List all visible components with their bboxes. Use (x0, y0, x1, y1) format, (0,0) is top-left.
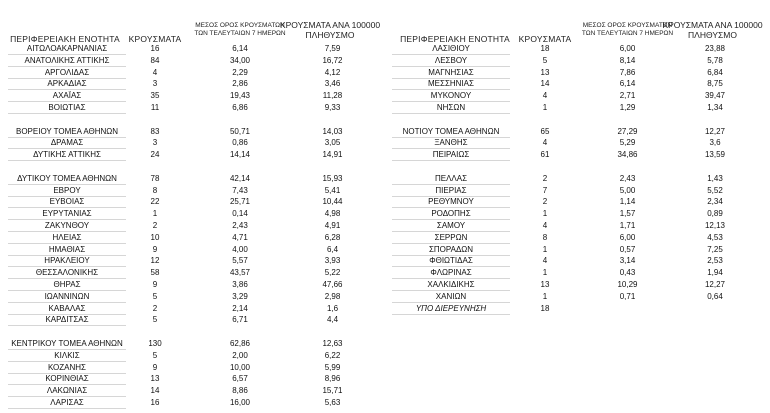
avg-cell: 0,14 (232, 209, 248, 219)
per100k-cell: 6,84 (707, 67, 723, 77)
region-cell: ΣΑΜΟΥ (392, 221, 510, 232)
region-cell: ΡΟΔΟΠΗΣ (392, 209, 510, 220)
right-per100k-header: ΚΡΟΥΣΜΑΤΑ ΑΝΑ 100000 ΠΛΗΘΥΣΜΟ (662, 20, 763, 40)
avg-cell: 5,57 (232, 256, 248, 266)
region-cell: ΖΑΚΥΝΘΟΥ (8, 221, 126, 232)
per100k-cell: 1,43 (707, 173, 723, 183)
right-cases-header: ΚΡΟΥΣΜΑΤΑ (518, 34, 572, 44)
right-avg-header: ΜΕΣΟΣ ΟΡΟΣ ΚΡΟΥΣΜΑΤΩΝ ΤΩΝ ΤΕΛΕΥΤΑΙΩΝ 7 ΗΜΕΡΩΝ (581, 22, 674, 37)
region-cell: ΒΟΙΩΤΙΑΣ (8, 103, 126, 114)
per100k-cell: 12,13 (704, 221, 726, 230)
right-region-header: ΠΕΡΙΦΕΡΕΙΑΚΗ ΕΝΟΤΗΤΑ (400, 34, 510, 44)
cases-cell: 4 (542, 138, 548, 148)
region-cell: ΧΑΝΙΩΝ (392, 292, 510, 303)
region-cell: ΦΛΩΡΙΝΑΣ (392, 268, 510, 279)
region-cell: ΝΗΣΩΝ (392, 103, 510, 114)
per100k-cell: 16,72 (322, 55, 343, 65)
avg-cell: 19,43 (229, 91, 251, 101)
region-cell: ΣΠΟΡΑΔΩΝ (392, 245, 510, 256)
per100k-cell: 4,4 (326, 315, 339, 325)
region-cell: ΞΑΝΘΗΣ (392, 138, 510, 149)
per100k-cell: 4,53 (707, 232, 723, 242)
cases-cell: 4 (542, 256, 548, 266)
cases-cell: 1 (542, 103, 548, 112)
per100k-cell: 0,64 (707, 291, 723, 301)
avg-cell: 8,14 (619, 55, 636, 65)
avg-cell: 2,43 (232, 221, 248, 230)
cases-cell: 130 (148, 339, 162, 348)
cases-cell: 1 (542, 268, 548, 278)
per100k-cell: 39,47 (704, 91, 726, 101)
left-avg-header: ΜΕΣΟΣ ΟΡΟΣ ΚΡΟΥΣΜΑΤΩΝ ΤΩΝ ΤΕΛΕΥΤΑΙΩΝ 7 ΗΜΕΡΩΝ (194, 22, 286, 37)
per100k-cell: 3,05 (324, 138, 341, 148)
region-cell: ΔΥΤΙΚΟΥ ΤΟΜΕΑ ΑΘΗΝΩΝ (8, 174, 126, 185)
per100k-cell: 4,98 (324, 209, 341, 219)
left-per100k-header: ΚΡΟΥΣΜΑΤΑ ΑΝΑ 100000 ΠΛΗΘΥΣΜΟ (279, 20, 381, 40)
per100k-cell: 15,71 (322, 386, 343, 396)
region-cell: ΚΕΝΤΡΙΚΟΥ ΤΟΜΕΑ ΑΘΗΝΩΝ (8, 339, 126, 350)
avg-cell: 2,00 (232, 350, 248, 360)
per100k-cell: 12,63 (322, 339, 343, 348)
cases-cell: 3 (152, 79, 158, 89)
per100k-cell: 23,88 (704, 44, 726, 53)
region-cell: ΛΑΚΩΝΙΑΣ (8, 386, 126, 397)
per100k-cell: 15,93 (322, 173, 343, 183)
per100k-cell: 11,28 (322, 91, 343, 101)
cases-cell: 9 (152, 362, 158, 372)
avg-cell: 6,00 (619, 232, 636, 242)
avg-cell: 14,14 (229, 150, 251, 160)
region-cell: ΦΘΙΩΤΙΔΑΣ (392, 256, 510, 267)
cases-cell: 61 (540, 150, 550, 160)
region-cell: ΚΑΒΑΛΑΣ (8, 304, 126, 315)
avg-cell: 10,29 (617, 280, 638, 289)
per100k-cell: 5,99 (324, 362, 341, 372)
region-cell: ΗΛΕΙΑΣ (8, 233, 126, 244)
cases-cell: 5 (152, 315, 158, 325)
region-cell: ΚΟΖΑΝΗΣ (8, 363, 126, 374)
region-cell: ΑΡΓΟΛΙΔΑΣ (8, 68, 126, 79)
region-cell: ΣΕΡΡΩΝ (392, 233, 510, 244)
cases-cell: 5 (152, 350, 158, 360)
cases-cell: 13 (540, 280, 550, 289)
cases-cell: 83 (150, 126, 160, 136)
per100k-cell: 7,25 (707, 244, 723, 254)
region-cell: ΑΧΑΪΑΣ (8, 91, 126, 102)
avg-cell: 7,43 (232, 185, 248, 195)
avg-cell: 5,00 (619, 185, 636, 195)
per100k-cell: 47,66 (322, 280, 343, 289)
region-cell: ΧΑΛΚΙΔΙΚΗΣ (392, 280, 510, 291)
region-cell: ΔΡΑΜΑΣ (8, 138, 126, 149)
avg-cell: 5,29 (619, 138, 636, 148)
cases-cell: 14 (540, 79, 550, 89)
avg-cell: 1,29 (619, 103, 636, 112)
per100k-cell: 1,94 (707, 268, 723, 278)
avg-cell: 25,71 (229, 197, 251, 207)
avg-cell: 0,71 (619, 291, 636, 301)
avg-cell: 6,14 (619, 79, 636, 89)
per100k-cell: 6,28 (324, 232, 341, 242)
per100k-cell: 5,52 (707, 185, 723, 195)
cases-cell: 11 (150, 103, 160, 112)
cases-cell: 35 (150, 91, 160, 101)
per100k-cell: 5,78 (707, 55, 723, 65)
avg-cell: 8,86 (232, 386, 248, 396)
avg-cell: 3,14 (619, 256, 636, 266)
cases-cell: 4 (542, 91, 548, 101)
region-cell: ΡΕΘΥΜΝΟΥ (392, 197, 510, 208)
per100k-cell: 1,6 (326, 303, 339, 313)
per100k-cell: 12,27 (704, 280, 726, 289)
cases-cell: 5 (542, 55, 548, 65)
region-cell: ΛΑΣΙΘΙΟΥ (392, 44, 510, 55)
avg-cell: 2,43 (619, 173, 636, 183)
cases-cell: 9 (152, 244, 158, 254)
avg-cell: 2,29 (232, 67, 248, 77)
avg-cell: 1,14 (619, 197, 636, 207)
avg-cell: 0,57 (619, 244, 636, 254)
cases-cell: 9 (152, 280, 158, 289)
avg-cell: 4,00 (232, 244, 248, 254)
per100k-cell: 14,91 (322, 150, 343, 160)
region-cell: ΚΙΛΚΙΣ (8, 351, 126, 362)
region-cell: ΥΠΟ ΔΙΕΡΕΥΝΗΣΗ (392, 304, 510, 315)
per100k-cell: 5,41 (324, 185, 341, 195)
region-cell: ΕΥΡΥΤΑΝΙΑΣ (8, 209, 126, 220)
avg-cell: 62,86 (229, 339, 251, 348)
avg-cell: 6,57 (232, 374, 248, 384)
per100k-cell: 13,59 (704, 150, 726, 160)
region-cell: ΑΙΤΩΛΟΑΚΑΡΝΑΝΙΑΣ (8, 44, 126, 55)
per100k-cell: 10,44 (322, 197, 343, 207)
cases-cell: 12 (150, 256, 160, 266)
cases-cell: 4 (542, 221, 548, 230)
per100k-cell: 8,96 (324, 374, 341, 384)
region-cell: ΛΑΡΙΣΑΣ (8, 398, 126, 409)
cases-cell: 8 (542, 232, 548, 242)
avg-cell: 6,00 (619, 44, 636, 53)
avg-cell: 0,86 (232, 138, 248, 148)
avg-cell: 42,14 (229, 173, 251, 183)
cases-cell: 18 (540, 44, 550, 53)
cases-cell: 16 (150, 398, 160, 407)
region-cell: ΙΩΑΝΝΙΝΩΝ (8, 292, 126, 303)
region-cell: ΠΕΙΡΑΙΩΣ (392, 150, 510, 161)
cases-cell: 84 (150, 55, 160, 65)
per100k-cell: 4,91 (324, 221, 341, 230)
region-cell: ΒΟΡΕΙΟΥ ΤΟΜΕΑ ΑΘΗΝΩΝ (8, 127, 126, 138)
avg-cell: 6,71 (232, 315, 248, 325)
cases-cell: 1 (152, 209, 158, 219)
cases-cell: 1 (542, 209, 548, 219)
avg-cell: 43,57 (229, 268, 251, 278)
region-cell: ΕΒΡΟΥ (8, 186, 126, 197)
region-cell: ΚΑΡΔΙΤΣΑΣ (8, 315, 126, 326)
avg-cell: 3,29 (232, 291, 248, 301)
cases-cell: 18 (540, 303, 550, 313)
avg-cell: 1,71 (619, 221, 636, 230)
cases-cell: 5 (152, 291, 158, 301)
per100k-cell: 6,22 (324, 350, 341, 360)
region-cell: ΜΑΓΝΗΣΙΑΣ (392, 68, 510, 79)
per100k-cell: 6,4 (326, 244, 339, 254)
cases-cell: 22 (150, 197, 160, 207)
region-cell: ΜΥΚΟΝΟΥ (392, 91, 510, 102)
cases-cell: 8 (152, 185, 158, 195)
region-cell: ΜΕΣΣΗΝΙΑΣ (392, 79, 510, 90)
region-cell: ΛΕΣΒΟΥ (392, 56, 510, 67)
region-cell: ΗΡΑΚΛΕΙΟΥ (8, 256, 126, 267)
per100k-cell: 0,89 (707, 209, 723, 219)
avg-cell: 6,14 (232, 44, 248, 53)
avg-cell: 50,71 (229, 126, 251, 136)
per100k-cell: 12,27 (704, 126, 726, 136)
per100k-cell: 8,75 (707, 79, 723, 89)
region-cell: ΑΡΚΑΔΙΑΣ (8, 79, 126, 90)
avg-cell: 3,86 (232, 280, 248, 289)
region-cell: ΝΟΤΙΟΥ ΤΟΜΕΑ ΑΘΗΝΩΝ (392, 127, 510, 138)
avg-cell: 16,00 (229, 398, 251, 407)
per100k-cell: 2,98 (324, 291, 341, 301)
cases-cell: 3 (152, 138, 158, 148)
per100k-cell: 4,12 (324, 67, 341, 77)
avg-cell: 6,86 (232, 103, 248, 112)
region-cell: ΔΥΤΙΚΗΣ ΑΤΤΙΚΗΣ (8, 150, 126, 161)
avg-cell: 4,71 (232, 232, 248, 242)
avg-cell: 0,43 (619, 268, 636, 278)
per100k-cell: 14,03 (322, 126, 343, 136)
cases-cell: 14 (150, 386, 160, 396)
region-cell: ΑΝΑΤΟΛΙΚΗΣ ΑΤΤΙΚΗΣ (8, 56, 126, 67)
per100k-cell: 2,34 (707, 197, 723, 207)
cases-cell: 10 (150, 232, 160, 242)
cases-cell: 13 (540, 67, 550, 77)
cases-cell: 7 (542, 185, 548, 195)
cases-cell: 16 (150, 44, 160, 53)
per100k-cell: 9,33 (324, 103, 341, 112)
left-cases-header: ΚΡΟΥΣΜΑΤΑ (128, 34, 182, 44)
per100k-cell: 5,63 (324, 398, 341, 407)
left-region-header: ΠΕΡΙΦΕΡΕΙΑΚΗ ΕΝΟΤΗΤΑ (10, 34, 120, 44)
cases-cell: 13 (150, 374, 160, 384)
per100k-cell: 3,93 (324, 256, 341, 266)
cases-cell: 65 (540, 126, 550, 136)
cases-cell: 1 (542, 291, 548, 301)
per100k-cell: 5,22 (324, 268, 341, 278)
cases-cell: 2 (542, 197, 548, 207)
region-cell: ΠΙΕΡΙΑΣ (392, 186, 510, 197)
region-cell: ΘΕΣΣΑΛΟΝΙΚΗΣ (8, 268, 126, 279)
region-cell: ΘΗΡΑΣ (8, 280, 126, 291)
cases-cell: 58 (150, 268, 160, 278)
avg-cell: 2,86 (232, 79, 248, 89)
cases-cell: 4 (152, 67, 158, 77)
cases-cell: 2 (152, 221, 158, 230)
region-cell: ΚΟΡΙΝΘΙΑΣ (8, 374, 126, 385)
avg-cell: 7,86 (619, 67, 636, 77)
region-cell: ΕΥΒΟΙΑΣ (8, 197, 126, 208)
region-cell: ΠΕΛΛΑΣ (392, 174, 510, 185)
avg-cell: 2,71 (619, 91, 636, 101)
cases-cell: 78 (150, 173, 160, 183)
region-cell: ΗΜΑΘΙΑΣ (8, 245, 126, 256)
per100k-cell: 2,53 (707, 256, 723, 266)
cases-cell: 1 (542, 244, 548, 254)
avg-cell: 1,57 (619, 209, 636, 219)
cases-cell: 24 (150, 150, 160, 160)
avg-cell: 2,14 (232, 303, 248, 313)
avg-cell: 34,00 (229, 55, 251, 65)
avg-cell: 27,29 (617, 126, 638, 136)
per100k-cell: 1,34 (707, 103, 723, 112)
avg-cell: 10,00 (229, 362, 251, 372)
cases-cell: 2 (542, 173, 548, 183)
per100k-cell: 3,6 (709, 138, 721, 148)
cases-cell: 2 (152, 303, 158, 313)
per100k-cell: 3,46 (324, 79, 341, 89)
avg-cell: 34,86 (617, 150, 638, 160)
per100k-cell: 7,59 (324, 44, 341, 53)
